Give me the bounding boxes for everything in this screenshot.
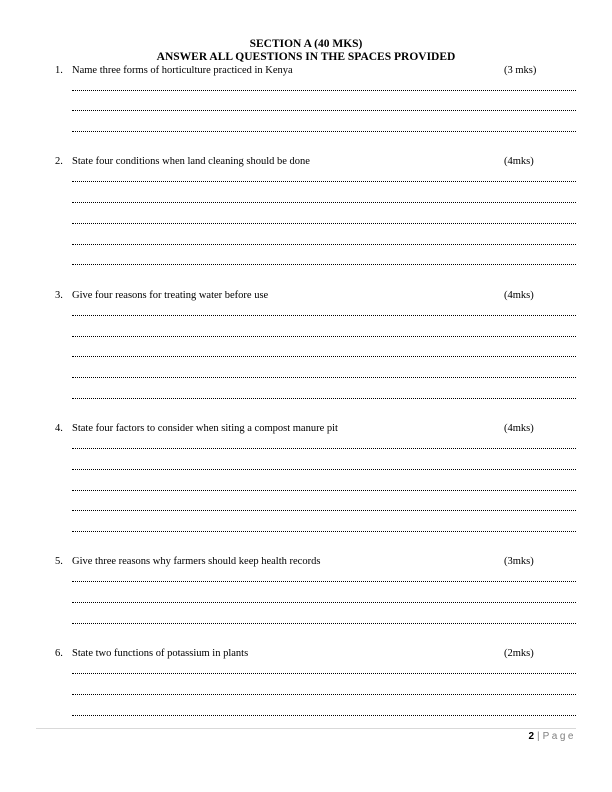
page-footer — [528, 731, 576, 743]
question-3-text: Give four reasons for treating water before use — [72, 290, 269, 301]
answer-line[interactable] — [72, 398, 576, 399]
page-separator: | — [537, 731, 540, 742]
answer-line[interactable] — [72, 448, 576, 449]
answer-line[interactable] — [72, 131, 576, 132]
question-6-marks: (2mks) — [504, 648, 534, 659]
question-6-text: State two functions of potassium in plants — [72, 648, 249, 659]
answer-line[interactable] — [72, 264, 576, 265]
answer-line[interactable] — [72, 244, 576, 245]
answer-line[interactable] — [72, 377, 576, 378]
question-1-text: Name three forms of horticulture practiced in Kenya — [72, 65, 293, 76]
question-3-number: 3. — [55, 290, 63, 301]
answer-line[interactable] — [72, 510, 576, 511]
answer-line[interactable] — [72, 694, 576, 695]
answer-line[interactable] — [72, 490, 576, 491]
answer-line[interactable] — [72, 581, 576, 582]
question-6-number: 6. — [55, 648, 63, 659]
answer-line[interactable] — [72, 469, 576, 470]
question-5-text: Give three reasons why farmers should keep health records — [72, 556, 321, 567]
question-2-number: 2. — [55, 156, 63, 167]
question-2-marks: (4mks) — [504, 156, 534, 167]
question-5-marks: (3mks) — [504, 556, 534, 567]
page-label: Page — [542, 731, 576, 742]
answer-line[interactable] — [72, 315, 576, 316]
answer-line[interactable] — [72, 223, 576, 224]
answer-line[interactable] — [72, 336, 576, 337]
answer-line[interactable] — [72, 602, 576, 603]
answer-line[interactable] — [72, 356, 576, 357]
question-3-marks: (4mks) — [504, 290, 534, 301]
answer-line[interactable] — [72, 531, 576, 532]
answer-line[interactable] — [72, 90, 576, 91]
section-heading: SECTION A (40 MKS) — [249, 38, 363, 50]
answer-line[interactable] — [72, 181, 576, 182]
instruction-heading: ANSWER ALL QUESTIONS IN THE SPACES PROVIDED — [156, 51, 456, 63]
page-number: 2 — [528, 731, 535, 742]
answer-line[interactable] — [72, 623, 576, 624]
question-1-number: 1. — [55, 65, 63, 76]
answer-line[interactable] — [72, 110, 576, 111]
question-5-number: 5. — [55, 556, 63, 567]
answer-line[interactable] — [72, 673, 576, 674]
question-2-text: State four conditions when land cleaning should be done — [72, 156, 310, 167]
question-4-text: State four factors to consider when siting a compost manure pit — [72, 423, 338, 434]
question-4-marks: (4mks) — [504, 423, 534, 434]
footer-divider — [36, 728, 576, 729]
question-4-number: 4. — [55, 423, 63, 434]
answer-line[interactable] — [72, 715, 576, 716]
question-1-marks: (3 mks) — [504, 65, 537, 76]
answer-line[interactable] — [72, 202, 576, 203]
